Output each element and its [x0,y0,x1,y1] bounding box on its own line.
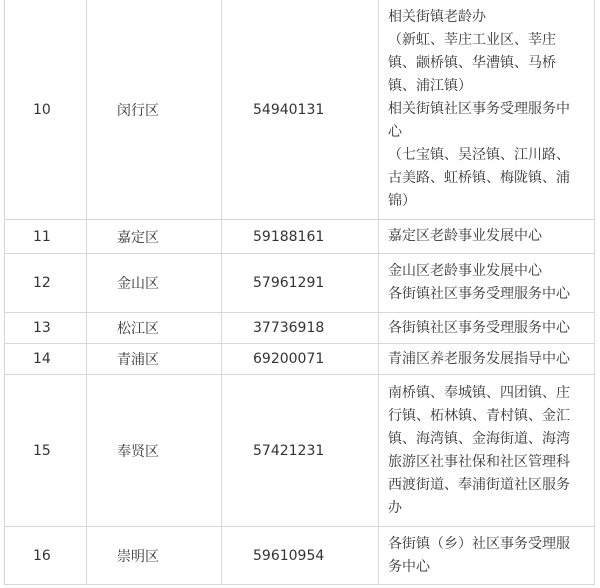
district-name: 嘉定区 [87,220,222,254]
row-number: 12 [5,254,87,313]
district-name: 闵行区 [87,0,222,220]
district-name: 金山区 [87,254,222,313]
table-row [5,313,595,344]
service-organization: 青浦区养老服务发展指导中心 [388,350,570,367]
district-name: 松江区 [87,313,222,344]
row-number: 11 [5,220,87,254]
service-organization: 南桥镇、奉城镇、四团镇、庄 行镇、柘林镇、青村镇、金汇 镇、海湾镇、金海街道、海湾 旅游区社事社保和社区管理科 西渡街道、奉浦街道社区服务 办 [388,384,570,516]
row-number: 14 [5,344,87,375]
district-name: 青浦区 [87,344,222,375]
phone-number: 69200071 [222,344,379,375]
row-number: 13 [5,313,87,344]
contact-table [4,0,595,585]
table-row [5,220,595,254]
phone-number: 57421231 [222,375,379,527]
phone-number: 59610954 [222,527,379,585]
service-organization: 嘉定区老龄事业发展中心 [388,228,542,244]
row-number: 15 [5,375,87,527]
service-organization: 相关街镇老龄办 （新虹、莘庄工业区、莘庄 镇、颛桥镇、华漕镇、马桥 镇、浦江镇） 相关街镇社区事务受理服务中 心 （七宝镇、吴泾镇、江川路、 古美路、虹桥镇、梅陇镇、浦 锦） [388,9,570,209]
service-organization: 各街镇（乡）社区事务受理服 务中心 [388,535,570,575]
row-number: 10 [5,0,87,220]
district-name: 崇明区 [87,527,222,585]
phone-number: 57961291 [222,254,379,313]
row-number: 16 [5,527,87,585]
district-name: 奉贤区 [87,375,222,527]
table-row [5,527,595,585]
phone-number: 37736918 [222,313,379,344]
table-row [5,344,595,375]
phone-number: 59188161 [222,220,379,254]
table-row [5,375,595,527]
service-organization: 金山区老龄事业发展中心 各街镇社区事务受理服务中心 [388,263,570,302]
phone-number: 54940131 [222,0,379,220]
table-row [5,254,595,313]
table-row [5,0,595,220]
service-organization: 各街镇社区事务受理服务中心 [388,319,570,336]
